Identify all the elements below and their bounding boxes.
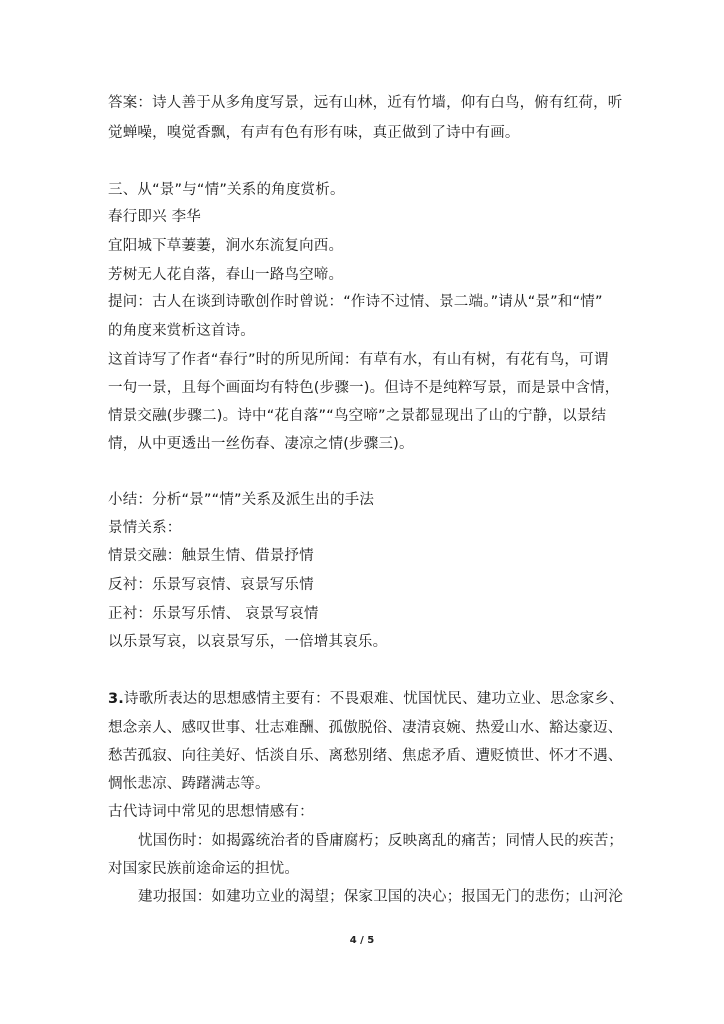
- point3-line-1: [108, 689, 624, 709]
- summary-item-2: 反衬：乐景写哀情、哀景写乐情: [108, 577, 314, 593]
- poem-title: 春行即兴 李华: [108, 209, 202, 225]
- answer-line-2: 觉蝉噪，嗅觉香飘，有声有色有形有味，真正做到了诗中有画。: [108, 125, 520, 141]
- common-emotions-title: 古代诗词中常见的思想情感有：: [108, 804, 314, 820]
- summary-item-4: 以乐景写哀，以哀景写乐，一倍增其哀乐。: [108, 634, 388, 650]
- point3-line-2: 想念亲人、感叹世事、壮志难酬、孤傲脱俗、凄清哀婉、热爱山水、豁达豪迈、: [108, 720, 623, 736]
- point3-line-3: 愁苦孤寂、向往美好、恬淡自乐、离愁别绪、焦虑矛盾、遭贬愤世、怀才不遇、: [108, 748, 623, 764]
- poem-line-1: 宜阳城下草萋萋，涧水东流复向西。: [108, 238, 344, 254]
- question-line-1: 提问：古人在谈到诗歌创作时曾说：“作诗不过情、景二端。”请从“景”和“情”: [108, 294, 603, 310]
- analysis-line-2: 一句一景，且每个画面均有特色(步骤一)。但诗不是纯粹写景，而是景中含情，: [108, 380, 620, 396]
- analysis-line-4: 情，从中更透出一丝伤春、凄凉之情(步骤三)。: [108, 436, 414, 452]
- analysis-line-3: 情景交融(步骤二)。诗中“花自落”“鸟空啼”之景都显现出了山的宁静，以景结: [108, 408, 607, 424]
- point3-line-4: 惆怅悲凉、踌躇满志等。: [108, 776, 270, 792]
- summary-title: 小结：分析“景”“情”关系及派生出的手法: [108, 492, 375, 508]
- analysis-line-1: 这首诗写了作者“春行”时的所见所闻：有草有水，有山有树，有花有鸟，可谓: [108, 352, 609, 368]
- point3-number: 3.: [108, 691, 124, 707]
- summary-item-3: 正衬：乐景写乐情、 哀景写哀情: [108, 606, 319, 622]
- grief-line-1: 忧国伤时：如揭露统治者的昏庸腐朽；反映离乱的痛苦；同情人民的疾苦；: [138, 833, 624, 849]
- merit-line-1: 建功报国：如建功立业的渴望；保家卫国的决心；报国无门的悲伤；山河沦: [138, 889, 624, 905]
- question-line-2: 的角度来赏析这首诗。: [108, 323, 255, 339]
- summary-item-1: 情景交融：触景生情、借景抒情: [108, 548, 314, 564]
- point3-text-1: 诗歌所表达的思想感情主要有：不畏艰难、忧国忧民、建功立业、思念家乡、: [124, 691, 624, 707]
- poem-line-2: 芳树无人花自落，春山一路鸟空啼。: [108, 267, 344, 283]
- summary-subtitle: 景情关系：: [108, 520, 182, 536]
- page-number: 4 / 5: [349, 935, 375, 946]
- grief-line-2: 对国家民族前途命运的担忧。: [108, 861, 300, 877]
- section-heading: 三、从“景”与“情”关系的角度赏析。: [108, 182, 345, 198]
- answer-line-1: 答案：诗人善于从多角度写景，远有山林，近有竹墙，仰有白鸟，俯有红荷，听: [108, 95, 623, 111]
